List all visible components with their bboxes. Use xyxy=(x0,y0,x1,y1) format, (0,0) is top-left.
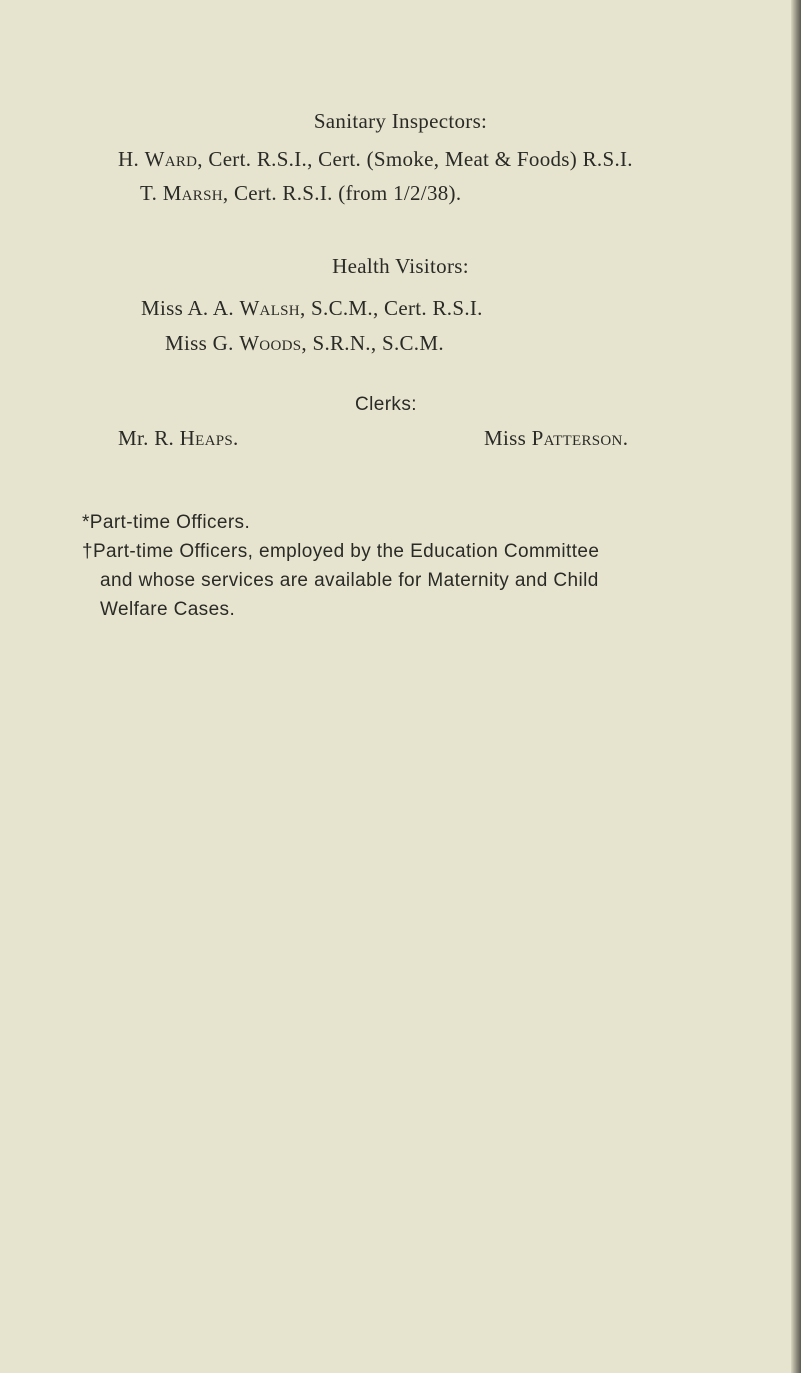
inspector-surname: Ward xyxy=(144,147,198,171)
visitor-qualifications: , S.R.N., S.C.M. xyxy=(301,331,444,355)
health-visitor-walsh xyxy=(141,295,483,321)
clerk-punctuation: . xyxy=(233,426,239,450)
health-visitor-woods xyxy=(165,330,444,356)
health-visitors-heading: Health Visitors: xyxy=(332,254,469,278)
visitor-initial: Miss G. xyxy=(165,331,234,355)
sanitary-inspectors-heading: Sanitary Inspectors: xyxy=(313,109,488,133)
clerk-heaps xyxy=(118,425,239,451)
visitor-surname: Walsh xyxy=(239,296,300,320)
clerk-initial: Mr. R. xyxy=(118,426,175,450)
clerk-surname: Heaps xyxy=(179,426,233,450)
visitor-qualifications: , S.C.M., Cert. R.S.I. xyxy=(299,296,483,320)
sanitary-inspector-marsh xyxy=(140,180,461,206)
inspector-initial: H. xyxy=(118,147,140,171)
clerks-heading: Clerks: xyxy=(355,394,417,415)
clerk-patterson xyxy=(484,425,628,451)
footnote-part-time: *Part-time Officers. xyxy=(82,512,251,533)
clerk-surname: Patterson xyxy=(531,426,623,450)
footnote-education-line2: and whose services are available for Maternity and Child xyxy=(100,570,599,591)
clerk-initial: Miss xyxy=(484,426,527,450)
visitor-initial: Miss A. A. xyxy=(141,296,234,320)
sanitary-inspector-ward xyxy=(118,146,633,172)
footnote-education-line3: Welfare Cases. xyxy=(100,599,236,620)
inspector-qualifications: , Cert. R.S.I., Cert. (Smoke, Meat & Foods) R.S.I. xyxy=(197,147,633,171)
clerk-punctuation: . xyxy=(622,426,629,450)
visitor-surname: Woods xyxy=(239,331,302,355)
inspector-surname: Marsh xyxy=(162,181,223,205)
inspector-initial: T. xyxy=(140,181,158,205)
inspector-qualifications: , Cert. R.S.I. (from 1/2/38). xyxy=(222,181,462,205)
footnote-education-line1: †Part-time Officers, employed by the Education Committee xyxy=(82,541,600,562)
page-edge-shadow xyxy=(791,0,801,1373)
